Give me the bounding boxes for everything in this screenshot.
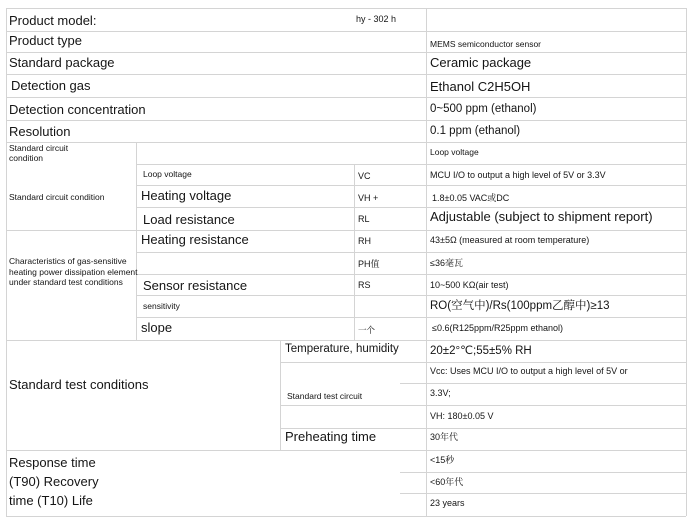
standard-package-label: Standard package <box>9 55 115 70</box>
sensitivity-label: sensitivity <box>143 301 180 311</box>
loop-voltage-label: Loop voltage <box>143 169 192 179</box>
standard-test-circuit-value-1: Vcc: Uses MCU I/O to output a high level of 5V or <box>430 366 628 376</box>
column-divider <box>426 8 427 516</box>
column-divider <box>354 164 355 340</box>
row-divider <box>136 317 686 318</box>
load-resistance-symbol: RL <box>358 214 370 224</box>
row-divider <box>6 97 686 98</box>
detection-concentration-label: Detection concentration <box>9 102 146 117</box>
column-divider <box>6 8 7 516</box>
loop-voltage-value: MCU I/O to output a high level of 5V or 3.3V <box>430 170 606 180</box>
response-time-value: <15秒 <box>430 455 455 465</box>
row-divider <box>136 252 686 253</box>
row-divider <box>400 493 686 494</box>
slope-symbol: 一个 <box>358 325 376 335</box>
heating-resistance-symbol: RH <box>358 236 371 246</box>
row-divider <box>6 340 686 341</box>
standard-test-conditions-label: Standard test conditions <box>9 377 149 392</box>
resolution-value: 0.1 ppm (ethanol) <box>430 125 521 137</box>
column-divider <box>686 8 687 516</box>
life-value: 23 years <box>430 498 465 508</box>
standard-test-circuit-value-3: VH: 180±0.05 V <box>430 411 494 421</box>
row-divider <box>136 164 686 165</box>
preheating-time-label: Preheating time <box>285 429 377 444</box>
row-divider <box>136 207 686 208</box>
row-divider <box>280 405 686 406</box>
row-divider <box>136 274 686 275</box>
row-divider <box>6 142 686 143</box>
standard-test-circuit-label: Standard test circuit <box>287 391 363 401</box>
load-resistance-value: Adjustable (subject to shipment report) <box>430 209 653 224</box>
row-divider <box>6 31 686 32</box>
standard-test-circuit-value-2: 3.3V; <box>430 388 451 398</box>
row-divider <box>6 8 686 9</box>
product-type-value: MEMS semiconductor sensor <box>430 39 542 49</box>
loop-voltage-symbol: VC <box>358 171 371 181</box>
slope-value: ≤0.6(R125ppm/R25ppm ethanol) <box>432 323 564 333</box>
temperature-humidity-value: 20±2°℃;55±5% RH <box>430 345 532 357</box>
sensitivity-value: RO(空气中)/Rs(100ppm乙醇中)≥13 <box>430 300 610 312</box>
detection-gas-value: Ethanol C2H5OH <box>430 79 531 94</box>
heating-resistance-value: 43±5Ω (measured at room temperature) <box>430 235 590 245</box>
recovery-time-value: <60年代 <box>430 477 464 487</box>
heating-resistance-label: Heating resistance <box>141 232 249 247</box>
detection-concentration-value: 0~500 ppm (ethanol) <box>430 103 537 115</box>
sensor-resistance-symbol: RS <box>358 280 371 290</box>
product-model-value: hy - 302 h <box>356 14 397 24</box>
heating-voltage-label: Heating voltage <box>141 188 232 203</box>
ph-value: ≤36毫瓦 <box>430 258 463 268</box>
standard-circuit-condition-label: Standard circuit condition <box>9 143 69 163</box>
standard-package-value: Ceramic package <box>430 55 532 70</box>
sensor-resistance-label: Sensor resistance <box>143 278 248 293</box>
product-type-label: Product type <box>9 33 82 48</box>
row-divider <box>400 383 686 384</box>
heating-voltage-symbol: VH + <box>358 193 379 203</box>
load-resistance-label: Load resistance <box>143 212 235 227</box>
preheating-time-value: 30年代 <box>430 432 459 442</box>
column-divider <box>136 142 137 340</box>
temperature-humidity-label: Temperature, humidity <box>285 343 399 355</box>
row-divider <box>6 450 686 451</box>
row-divider <box>6 52 686 53</box>
detection-gas-label: Detection gas <box>11 78 91 93</box>
response-time-label: Response time <box>9 455 96 470</box>
ph-symbol: PH值 <box>358 259 380 269</box>
row-divider <box>136 295 686 296</box>
row-divider <box>6 120 686 121</box>
life-label: time (T10) Life <box>9 493 93 508</box>
sensor-resistance-value: 10~500 KΩ(air test) <box>430 280 509 290</box>
heating-voltage-value: 1.8±0.05 VAC或DC <box>432 193 510 203</box>
row-divider <box>6 516 686 517</box>
row-divider <box>280 362 686 363</box>
row-divider <box>6 230 686 231</box>
column-divider <box>280 340 281 450</box>
row-divider <box>136 185 686 186</box>
row-divider <box>400 472 686 473</box>
standard-circuit-condition-label-2: Standard circuit condition <box>9 192 105 202</box>
recovery-time-label: (T90) Recovery <box>9 474 99 489</box>
row-divider <box>6 74 686 75</box>
resolution-label: Resolution <box>9 124 71 139</box>
characteristics-label: Characteristics of gas-sensitive heating power dissipation element under standard test conditions <box>9 256 138 288</box>
loop-voltage-header-value: Loop voltage <box>430 147 479 157</box>
slope-label: slope <box>141 320 173 335</box>
product-model-label: Product model: <box>9 13 97 28</box>
